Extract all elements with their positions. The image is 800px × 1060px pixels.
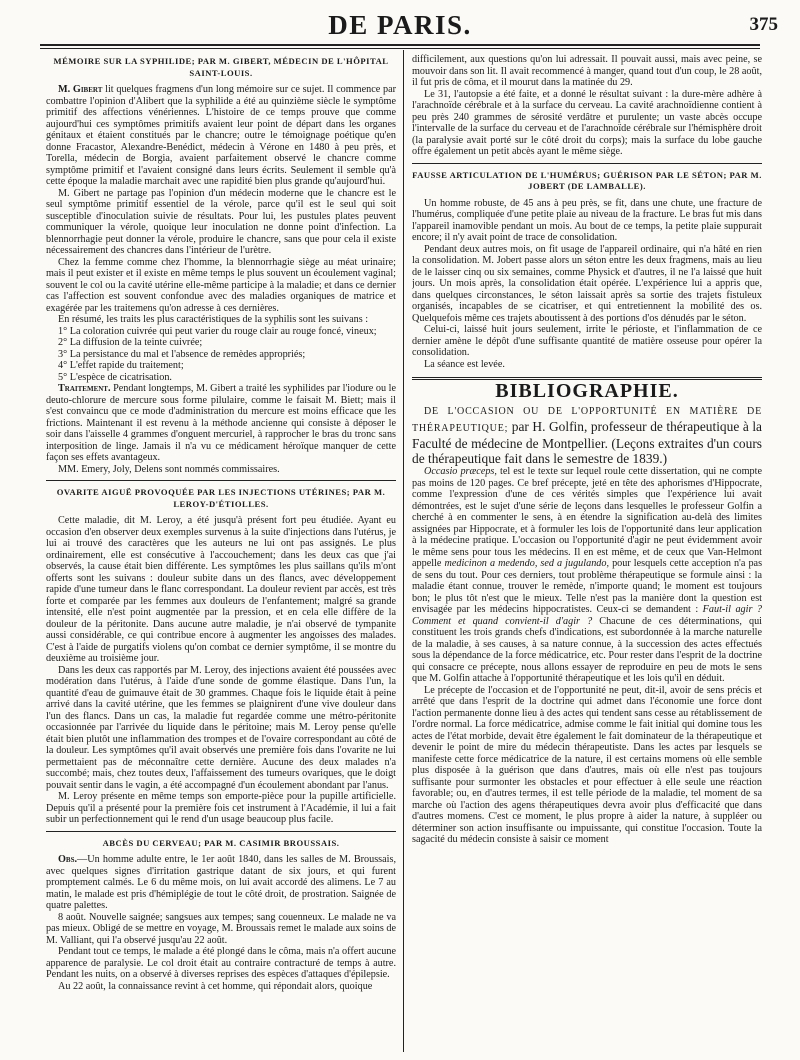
question-quote: Faut-il agir ? Comment et quand convient-il d'agir ? (412, 604, 762, 627)
bibliography-title: BIBLIOGRAPHIE. (495, 380, 679, 402)
paragraph: Celui-ci, laissé huit jours seulement, irrite le périoste, et l'inflammation de ce dernier amène le dépôt d'une suffisante quantité de matière osseuse pour opérer la consolidation. (412, 324, 762, 358)
paragraph: La séance est levée. (424, 358, 505, 370)
paragraph: Dans les deux cas rapportés par M. Leroy, des injections avaient été poussées avec modération dans l'utérus, à l'aide d'une sonde de gomme élastique. Dans l'un, la quantité d'eau de guimauve était de 30 grammes. Chaque fois le liquide était à peine arrivé dans la cavité utérine, que les femmes se plaignirent d'une vive douleur dans l'un des flancs. Dans un cas, la maladie fut regardée comme une métro-péritonite occasionnée par l'arrivée du liquide dans le péritoine; mais M. Leroy pense qu'elle était bien plutôt une inflammation des trompes et de l'ovaire correspondant au côté de la douleur. Les symptômes qu'il avait observés une première fois dans l'ovarite ne lui permettaient pas de méconnaître cette dernière. Aucune des deux malades n'a succombé; mais, chez toutes deux, l'affaissement des tumeurs ovariques, que le doigt pouvait sentir dans le vagin, a été accompagné d'un écoulement abondant par l'anus. (46, 664, 396, 791)
list-item: 5° L'espèce de cicatrisation. (58, 371, 172, 383)
latin-quote: Occasio præceps, (424, 466, 497, 478)
section-separator (412, 163, 762, 164)
section-separator (46, 480, 396, 481)
section-heading-humerus: FAUSSE ARTICULATION DE L'HUMÉRUS; GUÉRISON PAR LE SÉTON; PAR M. JOBERT (DE LAMBALLE). (412, 169, 762, 191)
running-title: DE PARIS. (328, 10, 472, 40)
paragraph-text: tel est le texte sur lequel roule cette dissertation, qui ne compte pas moins de 120 pages. Ce bref précepte, jeté en tête des aphorismes d'Hippocrate, comme l'expression d'une de ces vérités simples que l'expérience lui avait démontrées, est le sujet d'une série de leçons dans lesquelles le professeur Golfin a cherché à en commenter le sens, à en étendre la signification au-delà des limites assignées par Hippocrate, et à formuler les lois de l'opportunité dans leur application à la médecine pratique. L'occasion ou l'opportunité d'agir ne peut évidemment avoir le même sens pour tous les médecins. Il en est même, et de ceux que Van-Helmont appelle (412, 466, 762, 570)
list-item: 1° La coloration cuivrée qui peut varier du rouge clair au rouge foncé, vineux; (58, 325, 377, 337)
page-number: 375 (749, 14, 778, 35)
paragraph: M. Leroy présente en même temps son emporte-pièce pour la pupille artificielle. Depuis qu'il a présenté pour la première fois cet instrument à l'Académie, il lui a fait subir un perfectionnement qui le rend d'un usage beaucoup plus facile. (46, 791, 396, 825)
paragraph: Chez la femme comme chez l'homme, la blennorrhagie siège au méat urinaire; mais il peut exister et il existe en même temps le plus souvent un écoulement vaginal; souvent le col ou la cavité utérine elle-même participe à la maladie; et dans ce dernier cas l'affection est souvent confondue avec des maladies organiques de matrice et exagérée par les traitemens qu'on adresse à ces dernières. (46, 256, 396, 314)
paragraph (46, 383, 396, 464)
paragraph-text: pour lesquels cette acception n'a pas de sens du tout. Pour ces derniers, tout problème thérapeutique se formule ainsi : la maladie étant connue, trouver le remède, n'importe quand; le moment est toujours bon; le plus tôt n'est que le mieux. Telle n'est pas la manière dont la question est envisagée par les médecins hippocratistes. Ceux-ci se demandent : (412, 558, 762, 616)
paragraph-text: —Un homme adulte entre, le 1er août 1840, dans les salles de M. Broussais, avec quelques signes d'irritation gastrique datant de six jours, et qui furent promptement calmés. Le 6 du même mois, on lui avait accordé des alimens. Le 7 au matin, le malade est pris d'hémiplégie de tout le côté droit, de prostration. Saignée de quatre palettes. (46, 854, 396, 911)
section-heading-abces: ABCÈS DU CERVEAU; PAR M. CASIMIR BROUSSAIS. (102, 837, 340, 848)
paragraph-text: Pendant longtemps, M. Gibert a traité les syphilides par l'iodure ou le deuto-chlorure de mercure sous forme pilulaire, comme le faisait M. Biett; mais il s'est convaincu que ce mode d'administration du mercure est moins efficace que les frictions. Maintenant il est revenu à la méthode ancienne qui consiste à déposer le soir dans l'aisselle 4 grammes d'onguent mercuriel, à rapprocher le bras du tronc sans interposition de linge. Jamais il n'a vu ce médicament héroïque manquer de cette façon ses effets avantageux. (46, 383, 396, 463)
paragraph: Le précepte de l'occasion et de l'opportunité ne peut, dit-il, avoir de sens précis et arrêté que dans l'esprit de la doctrine qui admet dans l'économie une force dont l'action permanente donne lieu à des actes qui tendent sans cesse au rétablissement de l'ordre normal. La force médicatrice, admise comme le fait initial qui domine tous les actes de l'état morbide, devait être également le fait dominateur de la thérapeutique et devenir le point de mire du médecin thérapeutiste. Dans les actes par lesquels se manifeste cette force médicatrice de la nature, il est certains momens où elle semble plus disposée à la guérison que dans d'autres, mais où elle n'est pas toujours suffisante pour surmonter les obstacles et pour effectuer à elle seule une réaction favorable; ou, en d'autres termes, il est telle période de la maladie, tel moment de sa marche où l'action des agens thérapeutiques devra avoir plus d'efficacité que dans d'autres momens. C'est ce moment, le plus propre à aider la nature, à suppléer ou déterminer son action insuffisante ou impuissante, qui constitue l'occasion. Toute la sagacité du médecin consiste à saisir ce moment (412, 684, 762, 846)
list-item: 2° La diffusion de la teinte cuivrée; (58, 337, 203, 348)
paragraph: Cette maladie, dit M. Leroy, a été jusqu'à présent fort peu étudiée. Ayant eu occasion d'en observer deux exemples survenus à la suite d'injections dans l'utérus, je lui ai trouvé des caractères que les auteurs ne lui ont pas assignés. Le plus ordinairement, elle est consécutive à l'accouchement; dans les deux cas que j'ai observés, la cause était bien différente. Les symptômes les plus saillans qu'ils m'ont offerts sont les suivans : douleur subite dans un des flancs, avec développement rapide d'une tumeur dans le flanc correspondant. La douleur revient par accès, est très forte et comparée par les femmes aux douleurs de l'enfantement; malgré sa grande intensité, elle n'est point augmentée par la pression, et en cela elle diffère de la douleur de la péritonite. Dans aucune autre maladie, je n'ai observé de tympanite aussi considérable, ce qui contribue encore à augmenter les angoisses des malades. C'est à l'aide de purgatifs violens qu'on combat ce dernier symptôme, il se montre du deuxième au troisième jour. (46, 515, 396, 664)
paragraph-continued: difficilement, aux questions qu'on lui adressait. Il pouvait aussi, mais avec peine, se mouvoir dans son lit. Il avait recommencé à manger, quand tout d'un coup, le 28 août, il fut pris de côma, et il mourut dans la matinée du 29. (412, 54, 762, 88)
list-item: 4° L'effet rapide du traitement; (58, 360, 184, 371)
paragraph: Au 22 août, la connaissance revint à cet homme, qui répondait alors, quoique (58, 980, 373, 992)
paragraph (46, 854, 396, 912)
left-column (46, 54, 396, 1054)
paragraph: MM. Emery, Joly, Delens sont nommés commissaires. (58, 463, 280, 475)
paragraph: 8 août. Nouvelle saignée; sangsues aux tempes; sang couenneux. Le malade ne va pas mieux. Obligé de se mettre en voyage, M. Broussais remet le malade aux soins de M. Valliant, qui l'a observé jusqu'au 22 août. (46, 911, 396, 946)
paragraph: En résumé, les traits les plus caractéristiques de la syphilis sont les suivans : (58, 314, 369, 325)
author-name: M. Gibert (58, 84, 103, 95)
section-heading-syphilide: MÉMOIRE SUR LA SYPHILIDE; PAR M. GIBERT, MÉDECIN DE L'HÔPITAL SAINT-LOUIS. (53, 56, 389, 78)
bibliography-reference (412, 402, 762, 467)
paragraph-label: Traitement. (58, 383, 111, 394)
reference-title: DE L'OCCASION OU DE L'OPPORTUNITÉ EN MATIÈRE DE THÉRAPEUTIQUE; (412, 405, 762, 434)
header-rule (40, 44, 760, 46)
right-column (412, 54, 762, 1054)
paragraph: Un homme robuste, de 45 ans à peu près, se fit, dans une chute, une fracture de l'humérus, compliquée d'une petite plaie au niveau de la fracture. Le bras fut mis dans l'appareil inamovible pendant un mois. Au bout de ce temps, la petite plaie suppurait encore; il n'y avait point de trace de consolidation. (412, 197, 762, 243)
paragraph: M. Gibert ne partage pas l'opinion d'un médecin moderne que le chancre est le seul symptôme primitif essentiel de la vérole, parce qu'il est le seul qui soit susceptible d'inoculation suivie de résultats. Pour lui, les pustules plates peuvent communiquer la vérole, quoique leur inoculation ne donne point d'infection. La blennorrhagie peut donner la vérole, produire le chancre, sans que pour cela il existe nécessairement des chancres dans l'intérieur de l'urètre. (46, 187, 396, 256)
list-item: 3° La persistance du mal et l'absence de remèdes appropriés; (58, 348, 306, 360)
section-separator (46, 831, 396, 832)
paragraph-text: Chacune de ces déterminations, qui constituent les trois grands chefs d'indications, est subordonnée à la marche naturelle de la maladie, à ses causes, à sa nature connue, à la succession des actes effectués sous la dépendance de la force médicatrice, etc. Pour rester dans l'esprit de la doctrine qui consacre ce précepte, nous allons essayer de reproduire en peu de mots le sens que M. Golfin attache à l'opportunité thérapeutique et les lois qu'il en déduit. (412, 615, 762, 685)
paragraph-text: lit quelques fragmens d'un long mémoire sur ce sujet. Il commence par combattre l'opinion d'Alibert que la syphilide a été au quinzième siècle le symptôme primitif des affections vénériennes. L'histoire de ce temps prouve que comme aujourd'hui ces symptômes primitifs avaient leur point de départ dans les organes génitaux et étaient constitués par le chancre; outre le témoignage poétique qu'en donne Fracastor, Alexandre-Benédict, médecin à Vérone en 1480 à peu près, et Torella, médecin de Borgia, avaient parfaitement observé le chancre comme symptôme primitif et l'avaient consigné dans leurs écrits. Seulement il semble qu'à cette époque la maladie marchait avec une rapidité bien plus grande qu'aujourd'hui. (46, 84, 396, 187)
header-rule-thin (40, 48, 760, 49)
section-heading-ovarite: OVARITE AIGUË PROVOQUÉE PAR LES INJECTIONS UTÉRINES; PAR M. LEROY-D'ÉTIOLLES. (56, 487, 386, 509)
paragraph (412, 466, 762, 685)
paragraph-label: Obs. (58, 854, 78, 865)
paragraph (46, 84, 396, 188)
column-divider (403, 50, 404, 1052)
paragraph: Pendant tout ce temps, le malade a été plongé dans le côma, mais n'a offert aucune apparence de paralysie. Le col droit était au contraire contracturé de temps à autre. Pendant les nuits, on a observé à diverses reprises des espèces d'attaques d'épilepsie. (46, 946, 396, 980)
latin-quote: medicinon a medendo, sed a jugulando, (444, 558, 610, 570)
reference-details: par H. Golfin, professeur de thérapeutique à la Faculté de médecine de Montpellier. (Leçons extraites d'un cours de thérapeutique fait dans le semestre de 1839.) (412, 418, 762, 467)
page-header (0, 0, 800, 44)
paragraph: Pendant deux autres mois, on fit usage de l'appareil ordinaire, qui n'a hâté en rien la consolidation. M. Jobert passe alors un séton entre les deux fragmens, mais au lieu de le laisser cinq ou six semaines, comme Physick et d'autres, il ne l'a laissé que huit jours. Un mois après, la consolidation était opérée. L'expérience lui a appris que, dans quelques circonstances, le séton laissait après sa sortie des trajets fistuleux organisés, incapables de se cicatriser, et qui entretiennent la mobilité des os. Quelquefois même ces trajets aboutissent à des portions d'os dénudés par le séton. (412, 243, 762, 324)
paragraph: Le 31, l'autopsie a été faite, et a donné le résultat suivant : la dure-mère adhère à l'arachnoïde cérébrale et à la surface du cerveau. La cavité arachnoïdienne contient à peu près 240 grammes de sérosité verdâtre et purulente; un vaste abcès occupe l'intervalle de la surface du cerveau et de l'arachnoïde cérébrale sur l'hémisphère droit (la paralysie avait porté sur le côté droit du corps); mais la surface du lobe gauche offre également un petit abcès ayant le même siège. (412, 88, 762, 157)
